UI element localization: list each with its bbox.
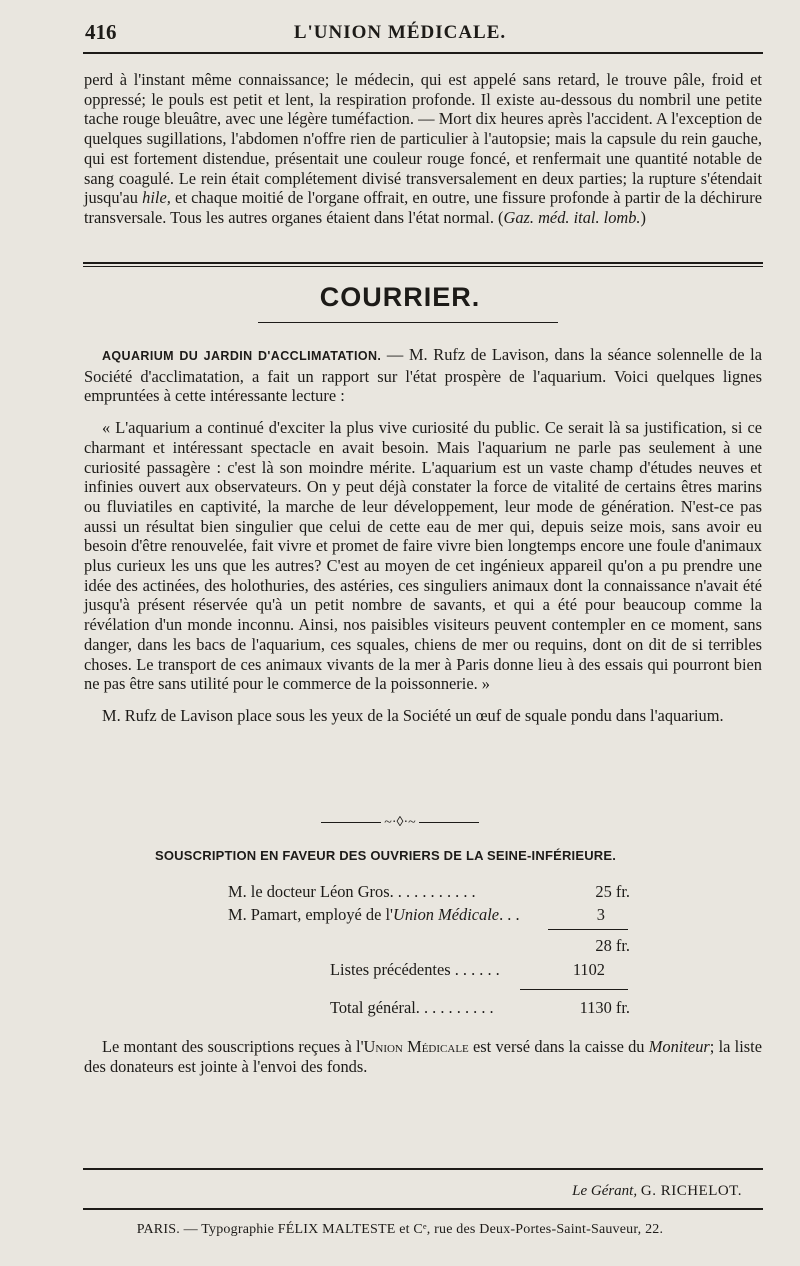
footer-rule [83, 1208, 763, 1210]
source-citation: Gaz. méd. ital. lomb. [503, 207, 641, 227]
header-rule [83, 52, 763, 54]
subscription-title: SOUSCRIPTION EN FAVEUR DES OUVRIERS DE LA SEINE-INFÉRIEURE. [155, 848, 617, 863]
footer-text: — Typographie [179, 1222, 278, 1237]
note-journal-name: Union Médicale [363, 1037, 469, 1056]
continued-article [84, 70, 762, 228]
bottom-rule [83, 1168, 763, 1170]
footer-printer: FÉLIX MALTESTE [277, 1222, 396, 1237]
aquarium-heading: AQUARIUM DU JARDIN D'ACCLIMATATION. [102, 349, 382, 363]
note-text-2: est versé dans la caisse du [468, 1037, 649, 1056]
aquarium-quote: « L'aquarium a continué d'exciter la plus vive curiosité du public. Ce serait là sa justification, si ce charmant et intéressant spectacle en avait besoin. Mais l'aquarium ne parle pas seulement à une curiosité passagère : c'est là son moindre mérite. L'aquarium est un vaste champ d'études neuves et infinies ouvert aux observateurs. On y peut déjà constater la force de vitalité de certains êtres marins ou fluviatiles en captivité, la marche de leur développement, leur mode de génération. N'est-ce pas aussi un résultat bien singulier que celui de cette eau de mer qui, depuis seize mois, sans avoir eu besoin d'être renouvelée, fait vivre et promet de faire vivre bien longtemps encore une foule d'animaux plus curieux les uns que les autres? C'est au moyen de cet ingénieux appareil qu'on a pu prendre une idée des actinées, des holothuries, des astéries, ces singuliers animaux dont la connaissance n'avait été jusqu'à présent réservée qu'à un petit nombre de savants, et qui a été pour beaucoup comme la révélation d'un monde inconnu. Ainsi, nos paisibles visiteurs peuvent contempler en ce moment, sans danger, dans les bacs de l'aquarium, ces squales, chiens de mer ou requins, dont on dit de si terribles choses. Le transport de ces animaux vivants de la mer à Paris donne lieu à des essais qui pourront bien ne pas être sans utilité pour le commerce de la poissonnerie. » [84, 418, 762, 694]
printer-footer [0, 1222, 800, 1238]
note-text-1: Le montant des souscriptions reçues à l' [102, 1037, 364, 1056]
continued-text: perd à l'instant même connaissance; le médecin, qui est appelé sans retard, le trouve pâle, froid et oppressé; le pouls est petit et lent, la respiration profonde. Il existe au-dessous du nombril une petite tache rouge bleuâtre, avec une légère tuméfaction. — Mort dix heures après l'accident. A l'exception de quelques sugillations, l'abdomen n'offre rien de particulier à l'autopsie; mais la capsule du rein gauche, qui est fortement distendue, présentait une couleur rouge foncé, et renfermait une quantité notable de sang coagulé. Le rein était complétement divisé transversalement en deux parties; la rupture s'étendait jusqu'au [84, 70, 762, 208]
subtotal-amount: 28 fr. [595, 936, 630, 955]
signature-label: Le Gérant, [572, 1183, 638, 1199]
continued-text-2: et chaque moitié de l'organe offrait, en outre, une fissure profonde à partir de la déchirure transversale. Tous les autres organes étaient dans l'état normal. ( [84, 188, 762, 227]
donor-row-1: M. le docteur Léon Gros. . . . . . . . . . . [228, 882, 476, 901]
aquarium-article [84, 345, 762, 726]
aquarium-closing: M. Rufz de Lavison place sous les yeux de la Société un œuf de squale pondu dans l'aquarium. [102, 705, 724, 725]
total-label: Total général. . . . . . . . . . [330, 998, 494, 1017]
citation-close: ) [640, 207, 646, 227]
section-title: COURRIER. [319, 282, 481, 312]
donor-2-text: M. Pamart, employé de l' [228, 905, 394, 924]
donor-row-2 [228, 905, 520, 925]
donor-amount-2: 3 [596, 905, 605, 924]
donor-amount-1: 25 fr. [595, 882, 630, 901]
section-rule-top [83, 262, 763, 264]
ornamental-divider: ~·◊·~ [300, 815, 500, 831]
donor-2-journal: Union Médicale [393, 905, 500, 924]
section-rule-top-thin [83, 266, 763, 267]
aquarium-intro: — M. Rufz de Lavison, dans la séance solennelle de la Société d'acclimatation, a fait un rapport sur l'état prospère de l'aquarium. Voici quelques lignes empruntées à cette intéressante lecture : [84, 345, 762, 406]
note-text-3: ; la liste des donateurs est jointe à l'envoi des fonds. [84, 1037, 762, 1076]
signature-name: G. RICHELOT. [640, 1183, 742, 1199]
note-moniteur: Moniteur [648, 1037, 710, 1056]
donor-2-dots: . . . [499, 905, 520, 924]
total-rule [520, 989, 628, 990]
previous-lists-amount: 1102 [572, 960, 605, 979]
page-number: 416 [85, 20, 117, 44]
title-underline [258, 322, 558, 323]
previous-lists-label: Listes précédentes . . . . . . [330, 960, 500, 979]
running-title: L'UNION MÉDICALE. [293, 22, 507, 43]
subscription-note [84, 1037, 762, 1076]
signature [572, 1183, 742, 1200]
footer-address: et Cᵉ, rue des Deux-Portes-Saint-Sauveur, 22. [395, 1222, 664, 1237]
footer-city: PARIS. [136, 1222, 180, 1237]
subtotal-rule [548, 929, 628, 930]
total-amount: 1130 fr. [579, 998, 630, 1017]
hile-word: hile, [142, 188, 171, 208]
